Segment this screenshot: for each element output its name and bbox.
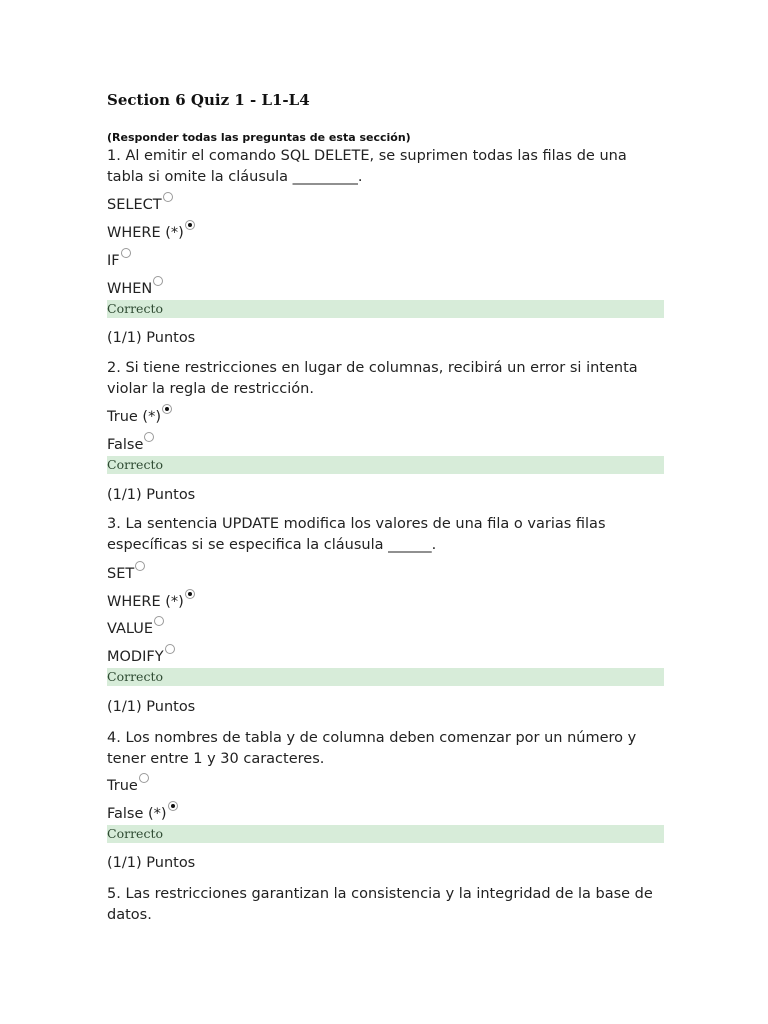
question-2-text: 2. Si tiene restricciones en lugar de columnas, recibirá un error si intenta violar la regla de restricción. bbox=[107, 360, 638, 397]
option-label: True bbox=[107, 778, 138, 794]
question-3-option-3[interactable] bbox=[107, 619, 164, 639]
option-label: WHERE (*) bbox=[107, 225, 184, 241]
radio-button-selected-icon[interactable] bbox=[168, 801, 178, 811]
question-1-score: (1/1) Puntos bbox=[107, 330, 196, 346]
option-label: True (*) bbox=[107, 409, 161, 425]
option-label: VALUE bbox=[107, 621, 154, 637]
question-1-option-4[interactable] bbox=[107, 279, 163, 299]
question-3-result-badge: Correcto bbox=[107, 668, 664, 686]
radio-button-icon[interactable] bbox=[135, 561, 145, 571]
radio-button-selected-icon[interactable] bbox=[185, 220, 195, 230]
option-label: SET bbox=[107, 566, 135, 582]
radio-button-icon[interactable] bbox=[163, 192, 173, 202]
question-1-option-3[interactable] bbox=[107, 251, 131, 271]
question-2-option-1[interactable] bbox=[107, 407, 172, 427]
question-4-result-badge: Correcto bbox=[107, 825, 664, 843]
page-title: Section 6 Quiz 1 - L1-L4 bbox=[107, 91, 310, 109]
radio-button-icon[interactable] bbox=[153, 276, 163, 286]
option-label: False (*) bbox=[107, 806, 167, 822]
radio-button-icon[interactable] bbox=[144, 432, 154, 442]
question-1-text: 1. Al emitir el comando SQL DELETE, se suprimen todas las filas de una tabla si omite la cláusula _________. bbox=[107, 148, 627, 185]
question-2-option-2[interactable] bbox=[107, 435, 154, 455]
question-4-text: 4. Los nombres de tabla y de columna deben comenzar por un número y tener entre 1 y 30 caracteres. bbox=[107, 730, 637, 767]
question-2-result-badge: Correcto bbox=[107, 456, 664, 474]
radio-button-selected-icon[interactable] bbox=[162, 404, 172, 414]
question-3-option-4[interactable] bbox=[107, 647, 175, 667]
question-3-option-1[interactable] bbox=[107, 564, 145, 584]
question-1-option-1[interactable] bbox=[107, 195, 173, 215]
radio-button-icon[interactable] bbox=[165, 644, 175, 654]
question-3-score: (1/1) Puntos bbox=[107, 699, 196, 715]
radio-button-icon[interactable] bbox=[121, 248, 131, 258]
radio-button-selected-icon[interactable] bbox=[185, 589, 195, 599]
question-4-option-1[interactable] bbox=[107, 776, 149, 796]
radio-button-icon[interactable] bbox=[139, 773, 149, 783]
option-label: WHERE (*) bbox=[107, 594, 184, 610]
option-label: SELECT bbox=[107, 197, 162, 213]
question-2-score: (1/1) Puntos bbox=[107, 487, 196, 503]
question-4-score: (1/1) Puntos bbox=[107, 855, 196, 871]
question-4-option-2[interactable] bbox=[107, 804, 178, 824]
instruction-text: (Responder todas las preguntas de esta sección) bbox=[107, 131, 411, 144]
option-label: WHEN bbox=[107, 281, 153, 297]
question-3-option-2[interactable] bbox=[107, 592, 195, 612]
option-label: False bbox=[107, 437, 144, 453]
radio-button-icon[interactable] bbox=[154, 616, 164, 626]
question-5-text: 5. Las restricciones garantizan la consistencia y la integridad de la base de datos. bbox=[107, 886, 653, 923]
question-1-option-2[interactable] bbox=[107, 223, 195, 243]
option-label: MODIFY bbox=[107, 649, 164, 665]
question-3-text: 3. La sentencia UPDATE modifica los valores de una fila o varias filas específicas si se especifica la cláusula ______. bbox=[107, 516, 606, 553]
option-label: IF bbox=[107, 253, 120, 269]
question-1-result-badge: Correcto bbox=[107, 300, 664, 318]
